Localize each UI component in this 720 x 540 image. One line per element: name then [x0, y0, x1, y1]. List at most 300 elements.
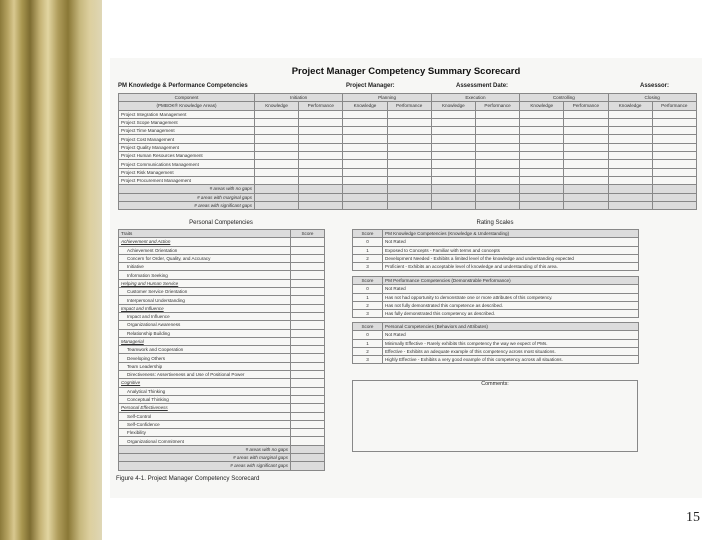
score-cell: [608, 160, 652, 168]
personal-competencies-table: [118, 229, 325, 471]
score-cell: [431, 143, 475, 151]
summary-cell: [387, 193, 431, 201]
score-cell: [652, 168, 696, 176]
score-cell: [564, 152, 608, 160]
knowledge-area-row: [119, 135, 697, 143]
score-cell: [343, 176, 387, 184]
score-cell: [520, 160, 564, 168]
score-cell: [255, 135, 299, 143]
score-cell: [255, 143, 299, 151]
score-cell: [608, 143, 652, 151]
score-cell: [431, 168, 475, 176]
trait-category: Personal Effectiveness: [119, 404, 291, 412]
knowledge-area-name: Project Integration Management: [119, 110, 255, 118]
trait-score-cell: [291, 312, 325, 320]
trait-name: Flexibility: [119, 429, 291, 437]
trait-row: [119, 254, 325, 262]
score-cell: [608, 168, 652, 176]
score-cell: [387, 110, 431, 118]
trait-score-cell: [291, 437, 325, 445]
trait-score-cell: [291, 254, 325, 262]
score-cell: [343, 135, 387, 143]
score-cell: [564, 168, 608, 176]
summary-cell: [564, 193, 608, 201]
summary-cell: [475, 193, 519, 201]
score-cell: [255, 118, 299, 126]
score-cell: [564, 127, 608, 135]
score-cell: [431, 152, 475, 160]
summary-cell: [520, 193, 564, 201]
score-cell: [299, 118, 343, 126]
rating-description: Has not fully demonstrated this competence as described.: [383, 301, 639, 309]
rating-scale-table: [352, 276, 639, 318]
trait-category-row: [119, 404, 325, 412]
score-cell: [387, 152, 431, 160]
trait-category: Helping and Human Service: [119, 279, 291, 287]
trait-score-cell: [291, 387, 325, 395]
score-cell: [299, 135, 343, 143]
score-cell: [343, 118, 387, 126]
score-cell: [343, 168, 387, 176]
comments-box: [352, 380, 638, 452]
knowledge-area-name: Project Time Management: [119, 127, 255, 135]
trait-row: [119, 321, 325, 329]
trait-score-cell: [291, 296, 325, 304]
performance-subheader: Performance: [299, 102, 343, 110]
rating-row: [353, 356, 639, 364]
trait-row: [119, 296, 325, 304]
score-cell: [431, 110, 475, 118]
score-cell: [255, 127, 299, 135]
trait-score-cell: [291, 263, 325, 271]
rating-description: Effective - Exhibits an adequate example of this competency across most situations.: [383, 347, 639, 355]
phase-header-row: [119, 94, 697, 102]
score-cell: [299, 160, 343, 168]
trait-name: Directiveness: Assertiveness and Use of Positional Power: [119, 371, 291, 379]
summary-cell: [299, 185, 343, 193]
knowledge-area-name: Project Scope Management: [119, 118, 255, 126]
score-cell: [387, 160, 431, 168]
rating-score-header: Score: [353, 277, 383, 285]
component-subheader: (PMBOK® Knowledge Areas): [119, 102, 255, 110]
trait-row: [119, 420, 325, 428]
trait-row: [119, 354, 325, 362]
knowledge-area-row: [119, 110, 697, 118]
trait-name: Organizational Awareness: [119, 321, 291, 329]
score-cell: [387, 118, 431, 126]
score-cell: [475, 127, 519, 135]
trait-score-cell: [291, 288, 325, 296]
trait-name: Self-Control: [119, 412, 291, 420]
trait-row: [119, 412, 325, 420]
score-cell: [652, 118, 696, 126]
rating-row: [353, 238, 639, 246]
summary-cell: [431, 201, 475, 209]
score-cell: [299, 110, 343, 118]
score-cell: [475, 135, 519, 143]
score-cell: [520, 110, 564, 118]
score-cell: [520, 176, 564, 184]
trait-score-cell: [291, 238, 325, 246]
rating-row: [353, 301, 639, 309]
summary-label: # areas with no gaps: [119, 185, 255, 193]
score-cell: [343, 152, 387, 160]
score-cell: [475, 143, 519, 151]
rating-description: Minimally Effective - Rarely exhibits this competency the way we expect of PMs.: [383, 339, 639, 347]
knowledge-subheader: Knowledge: [431, 102, 475, 110]
score-cell: [475, 118, 519, 126]
trait-score-cell: [291, 412, 325, 420]
score-cell: [255, 152, 299, 160]
knowledge-area-name: Project Quality Management: [119, 143, 255, 151]
score-cell: [652, 135, 696, 143]
trait-row: [119, 371, 325, 379]
score-cell: [431, 118, 475, 126]
performance-subheader: Performance: [475, 102, 519, 110]
trait-category-row: [119, 379, 325, 387]
summary-label: # areas with significant gaps: [119, 201, 255, 209]
trait-category-row: [119, 337, 325, 345]
score-cell: [343, 160, 387, 168]
trait-name: Self-Confidence: [119, 420, 291, 428]
score-cell: [608, 110, 652, 118]
trait-name: Interpersonal Understanding: [119, 296, 291, 304]
score-cell: [608, 135, 652, 143]
trait-name: Developing Others: [119, 354, 291, 362]
trait-name: Conceptual Thinking: [119, 395, 291, 403]
personal-competencies-title: Personal Competencies: [189, 220, 253, 226]
rating-description: Development Needed - Exhibits a limited level of the knowledge and understanding expected: [383, 254, 639, 262]
rating-row: [353, 293, 639, 301]
score-cell: [343, 127, 387, 135]
knowledge-subheader: Knowledge: [255, 102, 299, 110]
score-cell: [299, 152, 343, 160]
trait-score-cell: [291, 404, 325, 412]
score-cell: [255, 168, 299, 176]
knowledge-area-row: [119, 176, 697, 184]
knowledge-area-name: Project Risk Management: [119, 168, 255, 176]
rating-score: 1: [353, 293, 383, 301]
document-title: Project Manager Competency Summary Scorecard: [291, 66, 521, 77]
knowledge-area-row: [119, 152, 697, 160]
rating-description: Proficient - Exhibits an acceptable level of knowledge and understanding of this area.: [383, 263, 639, 271]
knowledge-area-name: Project Cost Management: [119, 135, 255, 143]
summary-cell: [343, 201, 387, 209]
trait-score-cell: [291, 371, 325, 379]
score-cell: [564, 176, 608, 184]
knowledge-subheader: Knowledge: [520, 102, 564, 110]
score-cell: [299, 176, 343, 184]
summary-cell: [608, 201, 652, 209]
rating-header-row: [353, 230, 639, 238]
personal-summary-row: [119, 462, 325, 470]
score-cell: [387, 127, 431, 135]
rating-description: Has fully demonstrated this competency as described.: [383, 310, 639, 318]
trait-score-cell: [291, 321, 325, 329]
trait-score-cell: [291, 395, 325, 403]
comments-label: Comments:: [481, 381, 509, 387]
rating-score: 1: [353, 246, 383, 254]
trait-row: [119, 263, 325, 271]
summary-cell: [652, 193, 696, 201]
score-cell: [564, 118, 608, 126]
knowledge-area-name: Project Procurement Management: [119, 176, 255, 184]
rating-description: Not Rated: [383, 238, 639, 246]
score-cell: [431, 135, 475, 143]
personal-summary-cell: [291, 445, 325, 453]
summary-cell: [608, 193, 652, 201]
knowledge-area-name: Project Human Resources Management: [119, 152, 255, 160]
rating-row: [353, 310, 639, 318]
knowledge-area-name: Project Communications Management: [119, 160, 255, 168]
knowledge-area-row: [119, 168, 697, 176]
trait-score-cell: [291, 329, 325, 337]
personal-summary-cell: [291, 462, 325, 470]
trait-row: [119, 346, 325, 354]
trait-name: Information Seeking: [119, 271, 291, 279]
score-cell: [299, 127, 343, 135]
knowledge-area-row: [119, 118, 697, 126]
trait-category-row: [119, 238, 325, 246]
summary-cell: [564, 201, 608, 209]
rating-description: Not Rated: [383, 331, 639, 339]
figure-caption: Figure 4-1. Project Manager Competency Scorecard: [116, 475, 260, 482]
trait-row: [119, 395, 325, 403]
summary-row: [119, 185, 697, 193]
pm-competency-table: [118, 93, 697, 210]
score-cell: [652, 110, 696, 118]
score-cell: [652, 127, 696, 135]
summary-cell: [387, 201, 431, 209]
summary-cell: [299, 193, 343, 201]
personal-summary-label: # areas with significant gaps: [119, 462, 291, 470]
summary-row: [119, 193, 697, 201]
trait-category: Achievement and Action: [119, 238, 291, 246]
score-cell: [475, 176, 519, 184]
personal-summary-cell: [291, 454, 325, 462]
rating-description: Exposed to Concepts - Familiar with terms and concepts: [383, 246, 639, 254]
score-cell: [475, 160, 519, 168]
trait-name: Organizational Commitment: [119, 437, 291, 445]
trait-name: Team Leadership: [119, 362, 291, 370]
rating-score: 2: [353, 254, 383, 262]
summary-cell: [608, 185, 652, 193]
trait-score-cell: [291, 346, 325, 354]
score-cell: [255, 176, 299, 184]
score-cell: [520, 118, 564, 126]
knowledge-area-row: [119, 160, 697, 168]
rating-row: [353, 339, 639, 347]
rating-score: 0: [353, 238, 383, 246]
trait-name: Customer Service Orientation: [119, 288, 291, 296]
rating-score: 1: [353, 339, 383, 347]
score-cell: [520, 135, 564, 143]
score-cell: [564, 143, 608, 151]
summary-cell: [255, 185, 299, 193]
rating-row: [353, 263, 639, 271]
score-cell: [387, 168, 431, 176]
summary-cell: [431, 185, 475, 193]
score-cell: [520, 143, 564, 151]
rating-score: 3: [353, 356, 383, 364]
rating-section-heading: Personal Competencies (Behaviors and Attributes): [383, 323, 639, 331]
score-cell: [520, 152, 564, 160]
score-cell: [387, 135, 431, 143]
score-cell: [475, 168, 519, 176]
rating-row: [353, 285, 639, 293]
trait-score-cell: [291, 429, 325, 437]
trait-category-row: [119, 279, 325, 287]
score-cell: [520, 168, 564, 176]
phase-header: Closing: [608, 94, 696, 102]
trait-name: Concern for Order, Quality, and Accuracy: [119, 254, 291, 262]
performance-subheader: Performance: [652, 102, 696, 110]
score-cell: [387, 176, 431, 184]
header-assessor: Assessor:: [640, 83, 670, 89]
trait-score-cell: [291, 279, 325, 287]
score-cell: [299, 143, 343, 151]
rating-score: 3: [353, 310, 383, 318]
knowledge-subheader: Knowledge: [608, 102, 652, 110]
score-cell: [475, 110, 519, 118]
phase-header: Controlling: [520, 94, 608, 102]
trait-category: Managerial: [119, 337, 291, 345]
personal-summary-row: [119, 445, 325, 453]
page-number: 15: [686, 510, 700, 525]
summary-cell: [520, 185, 564, 193]
component-header: Component: [119, 94, 255, 102]
score-cell: [431, 127, 475, 135]
subheader-row: [119, 102, 697, 110]
rating-score: 0: [353, 285, 383, 293]
trait-name: Teamwork and Cooperation: [119, 346, 291, 354]
score-cell: [608, 152, 652, 160]
trait-row: [119, 271, 325, 279]
header-pm-competencies: PM Knowledge & Performance Competencies: [118, 83, 248, 89]
trait-name: Achievement Orientation: [119, 246, 291, 254]
summary-cell: [652, 185, 696, 193]
rating-row: [353, 331, 639, 339]
score-cell: [652, 143, 696, 151]
score-cell: [652, 152, 696, 160]
trait-row: [119, 429, 325, 437]
score-cell: [652, 160, 696, 168]
trait-score-cell: [291, 304, 325, 312]
rating-score: 2: [353, 301, 383, 309]
score-cell: [652, 176, 696, 184]
trait-category: Impact and Influence: [119, 304, 291, 312]
scorecard-document: [110, 58, 702, 498]
trait-name: Initiative: [119, 263, 291, 271]
score-cell: [608, 127, 652, 135]
score-cell: [255, 160, 299, 168]
rating-description: Highly Effective - Exhibits a very good example of this competency across all situations.: [383, 356, 639, 364]
score-cell: [431, 176, 475, 184]
trait-score-cell: [291, 337, 325, 345]
rating-section-heading: PM Performance Competencies (Demonstrable Performance): [383, 277, 639, 285]
rating-description: Not Rated: [383, 285, 639, 293]
personal-summary-label: # areas with no gaps: [119, 445, 291, 453]
rating-score: 3: [353, 263, 383, 271]
trait-score-cell: [291, 354, 325, 362]
personal-summary-row: [119, 454, 325, 462]
personal-summary-label: # areas with marginal gaps: [119, 454, 291, 462]
trait-score-cell: [291, 246, 325, 254]
trait-row: [119, 312, 325, 320]
traits-header: Traits: [119, 230, 291, 238]
rating-description: Has not had opportunity to demonstrate one or more attributes of this competency.: [383, 293, 639, 301]
summary-cell: [255, 201, 299, 209]
summary-cell: [343, 193, 387, 201]
knowledge-area-row: [119, 143, 697, 151]
trait-name: Impact and Influence: [119, 312, 291, 320]
knowledge-area-row: [119, 127, 697, 135]
personal-header-row: [119, 230, 325, 238]
trait-row: [119, 329, 325, 337]
phase-header: Planning: [343, 94, 431, 102]
summary-cell: [564, 185, 608, 193]
rating-score-header: Score: [353, 323, 383, 331]
trait-name: Analytical Thinking: [119, 387, 291, 395]
score-cell: [299, 168, 343, 176]
score-cell: [431, 160, 475, 168]
rating-header-row: [353, 323, 639, 331]
performance-subheader: Performance: [564, 102, 608, 110]
header-project-manager: Project Manager:: [346, 83, 395, 89]
trait-score-cell: [291, 420, 325, 428]
phase-header: Initiation: [255, 94, 343, 102]
summary-cell: [475, 185, 519, 193]
trait-name: Relationship Building: [119, 329, 291, 337]
trait-category-row: [119, 304, 325, 312]
rating-row: [353, 254, 639, 262]
trait-row: [119, 362, 325, 370]
trait-row: [119, 387, 325, 395]
summary-cell: [343, 185, 387, 193]
summary-cell: [431, 193, 475, 201]
trait-score-cell: [291, 271, 325, 279]
score-cell: [255, 110, 299, 118]
rating-scale-table: [352, 229, 639, 271]
knowledge-subheader: Knowledge: [343, 102, 387, 110]
score-cell: [564, 160, 608, 168]
phase-header: Execution: [431, 94, 519, 102]
score-cell: [608, 118, 652, 126]
summary-cell: [520, 201, 564, 209]
rating-header-row: [353, 277, 639, 285]
score-cell: [343, 110, 387, 118]
trait-row: [119, 437, 325, 445]
trait-category: Cognitive: [119, 379, 291, 387]
rating-score: 0: [353, 331, 383, 339]
score-cell: [387, 143, 431, 151]
trait-score-cell: [291, 379, 325, 387]
decorative-background-strip: [0, 0, 102, 540]
trait-row: [119, 288, 325, 296]
header-assessment-date: Assessment Date:: [456, 83, 509, 89]
summary-cell: [475, 201, 519, 209]
rating-section-heading: PM Knowledge Competencies (Knowledge & Understanding): [383, 230, 639, 238]
trait-score-cell: [291, 362, 325, 370]
summary-row: [119, 201, 697, 209]
summary-cell: [387, 185, 431, 193]
rating-score: 2: [353, 347, 383, 355]
score-cell: [475, 152, 519, 160]
summary-cell: [255, 193, 299, 201]
score-cell: [564, 110, 608, 118]
rating-row: [353, 347, 639, 355]
rating-score-header: Score: [353, 230, 383, 238]
